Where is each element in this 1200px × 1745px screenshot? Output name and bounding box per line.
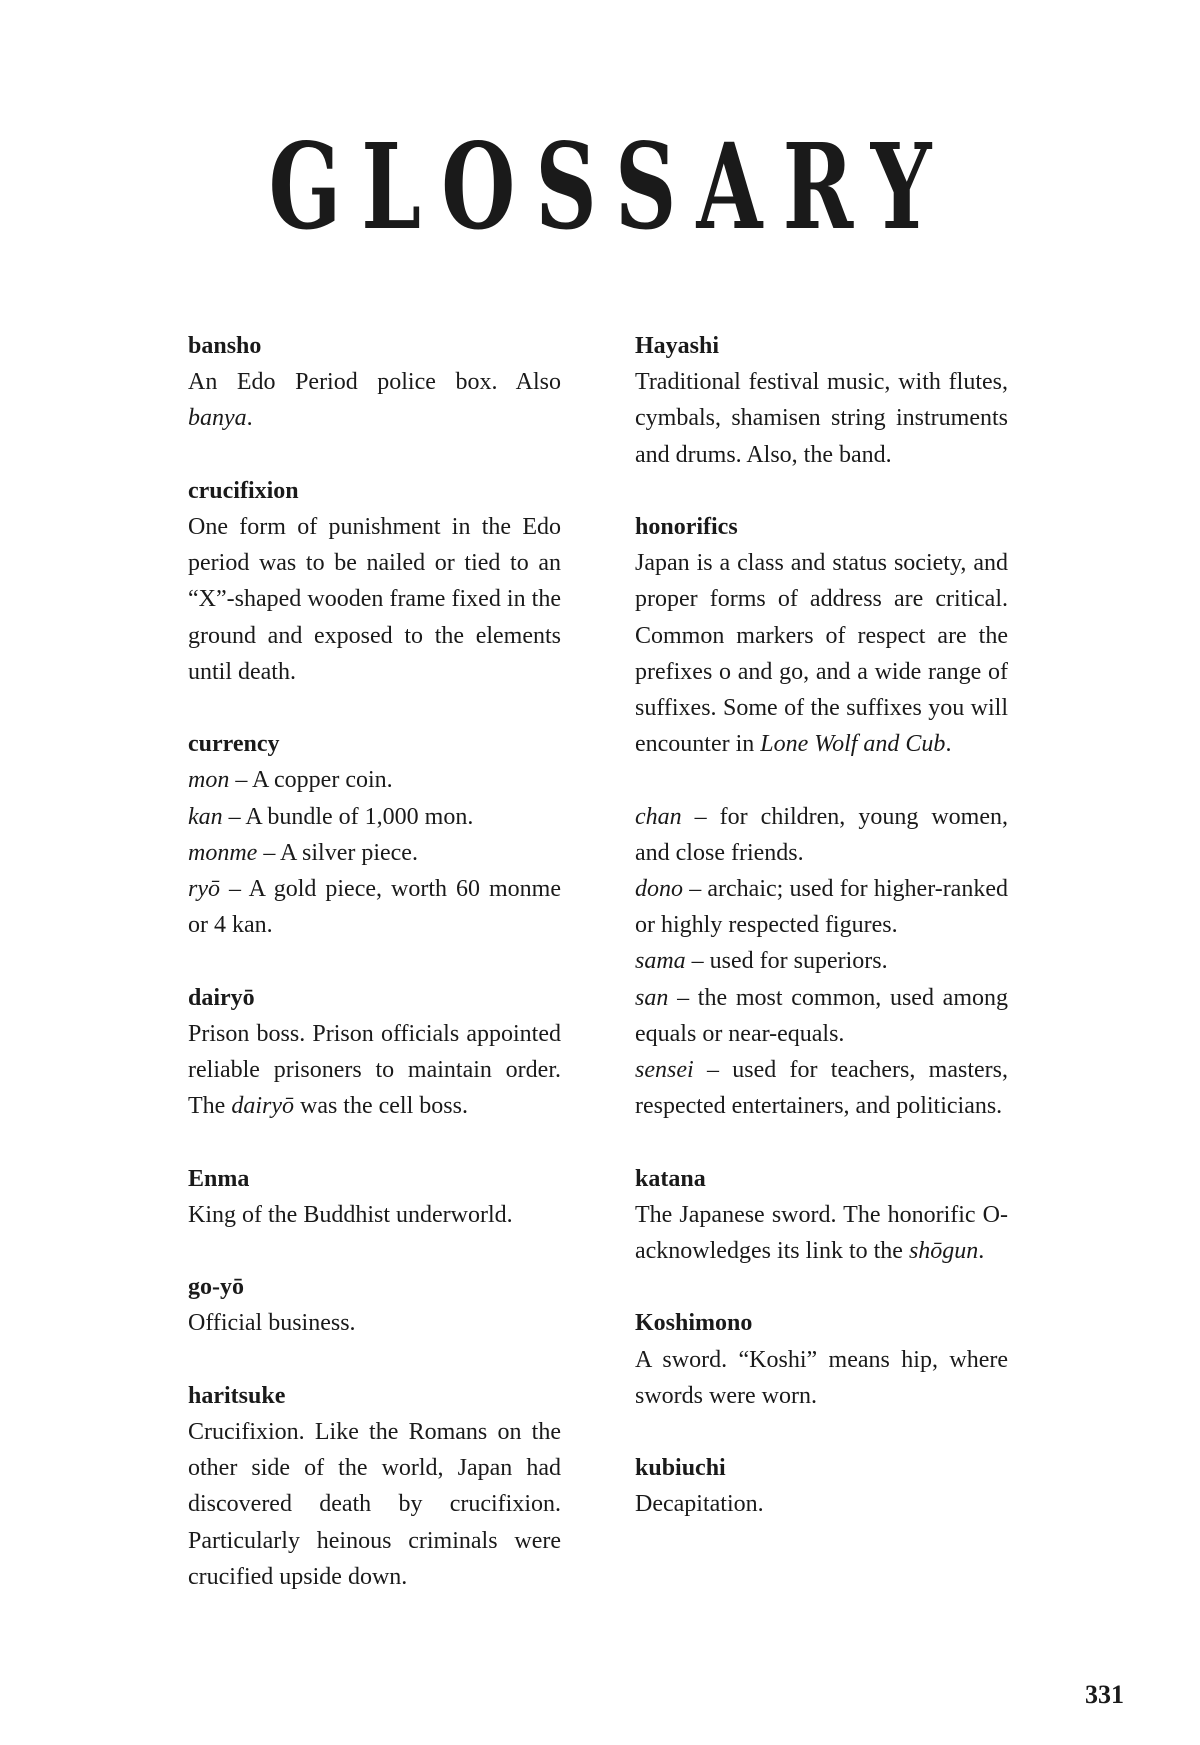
entry-enma: [188, 1161, 561, 1233]
term: go-yō: [188, 1274, 244, 1301]
term: dairyō: [188, 984, 255, 1011]
definition: Decapitation.: [635, 1491, 764, 1518]
glossary-column-right: [635, 328, 1008, 1523]
term: honorifics: [635, 514, 738, 540]
sub-definition: sama – used for superiors.: [635, 948, 888, 975]
definition: Official business.: [188, 1310, 356, 1337]
term: Hayashi: [635, 333, 720, 359]
page-number: 331: [1085, 1680, 1124, 1709]
entry-kubiuchi: [635, 1450, 1008, 1522]
entry-koshimono: [635, 1305, 1008, 1414]
sub-definition: chan – for children, young women, and close friends.: [635, 803, 1008, 866]
sub-definition: kan – A bundle of 1,000 mon.: [188, 803, 474, 830]
term: Koshimono: [635, 1310, 753, 1337]
entry-currency: [188, 726, 561, 943]
definition: Japan is a class and status society, and proper forms of address are critical. Common markers of respect are the prefixes o and go, and a wide range of suffixes. Some of the suffixes you will encounter in Lone Wolf and Cub.: [635, 550, 1008, 758]
definition: One form of punishment in the Edo period was to be nailed or tied to an “X”-shaped wooden frame fixed in the ground and exposed to the elements until death.: [188, 514, 561, 685]
entry-haritsuke: [188, 1378, 561, 1595]
term: haritsuke: [188, 1382, 286, 1409]
entry-bansho: [188, 328, 561, 437]
definition: King of the Buddhist underworld.: [188, 1201, 513, 1228]
term: bansho: [188, 333, 262, 359]
page-title: GLOSSARY: [268, 117, 952, 256]
entry-crucifixion: [188, 473, 561, 690]
definition: Prison boss. Prison officials appointed reliable prisoners to maintain order. The dairyō was the cell boss.: [188, 1020, 561, 1120]
definition: An Edo Period police box. Also banya.: [188, 369, 561, 432]
entry-dairyo: [188, 980, 561, 1125]
sub-definition: san – the most common, used among equals or near-equals.: [635, 984, 1008, 1047]
term: kubiuchi: [635, 1455, 726, 1482]
term: katana: [635, 1165, 706, 1192]
definition: Traditional festival music, with flutes, cymbals, shamisen string instruments and drums. Also, the band.: [635, 369, 1008, 468]
entry-go-yo: [188, 1269, 561, 1341]
term: Enma: [188, 1165, 250, 1192]
entry-honorifics: [635, 509, 1008, 1124]
entry-hayashi: [635, 328, 1008, 473]
definition: Crucifixion. Like the Romans on the other side of the world, Japan had discovered death by crucifixion. Particularly heinous criminals were crucified upside down.: [188, 1419, 561, 1590]
term: currency: [188, 731, 280, 758]
sub-definition: ryō – A gold piece, worth 60 monme or 4 kan.: [188, 876, 561, 939]
definition: The Japanese sword. The honorific O- acknowledges its link to the shōgun.: [635, 1201, 1008, 1265]
term: crucifixion: [188, 477, 299, 504]
glossary-column-left: [188, 328, 561, 1595]
sub-definition: dono – archaic; used for higher-ranked or highly respected figures.: [635, 876, 1008, 939]
entry-katana: [635, 1161, 1008, 1270]
definition: A sword. “Koshi” means hip, where swords were worn.: [635, 1346, 1008, 1409]
sub-definition: sensei – used for teachers, masters, respected entertainers, and politicians.: [635, 1057, 1008, 1120]
sub-definition: monme – A silver piece.: [188, 839, 418, 866]
sub-definition: mon – A copper coin.: [188, 767, 393, 794]
